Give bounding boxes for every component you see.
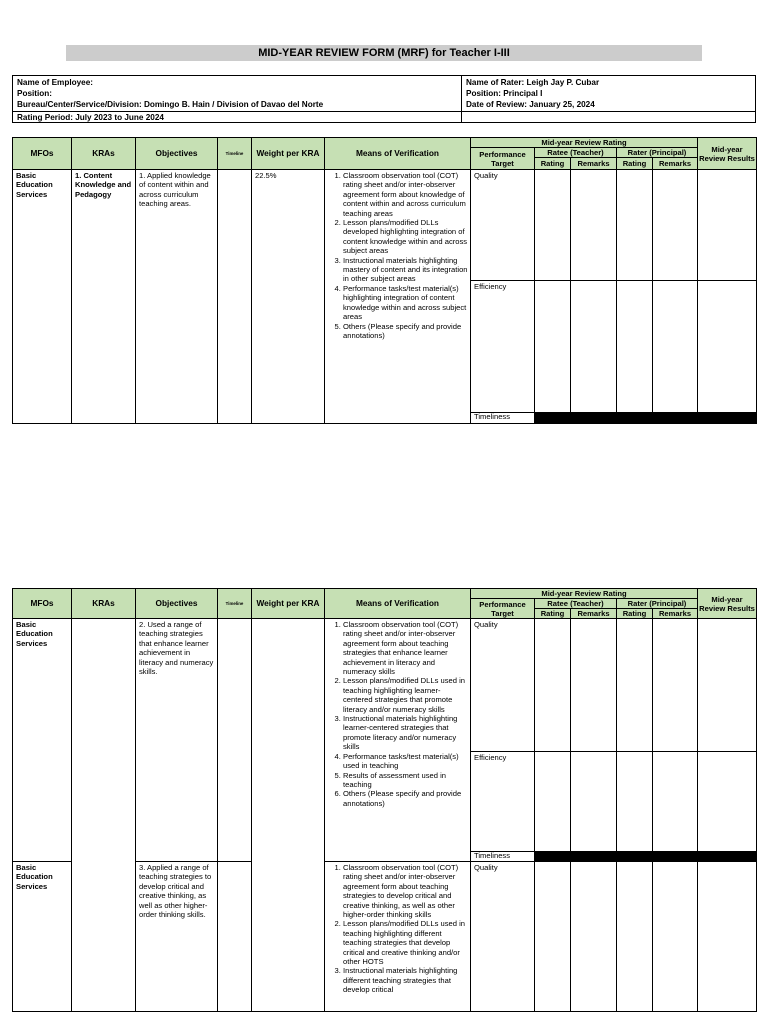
rating-period: Rating Period: July 2023 to June 2024 [13, 111, 755, 124]
header-mov: Means of Verification [325, 138, 471, 170]
mov-item: 2. Lesson plans/modified DLLs used in teaching highlighting different teaching strategies that develop critical and creative thinking and/or other HOTS [343, 919, 468, 966]
remarks-input[interactable] [653, 862, 698, 1012]
review-table-1 [12, 137, 757, 424]
header-ratee-rating: Rating [535, 158, 571, 170]
kra-cell: 1. Content Knowledge and Pedagogy [72, 170, 136, 424]
employee-info-block [12, 75, 756, 123]
mov-item: 4. Performance tasks/test material(s) used in teaching [343, 752, 468, 771]
remarks-input[interactable] [571, 281, 617, 413]
remarks-input[interactable] [571, 752, 617, 852]
header-rater: Rater (Principal) [617, 599, 698, 609]
remarks-input[interactable] [571, 170, 617, 281]
header-weight: Weight per KRA [252, 589, 325, 619]
results-input[interactable] [698, 862, 757, 1012]
rating-input[interactable] [617, 752, 653, 852]
header-rater: Rater (Principal) [617, 148, 698, 158]
header-review-rating: Mid-year Review Rating [471, 138, 698, 148]
target-efficiency: Efficiency [471, 752, 535, 852]
mov-list [325, 170, 470, 340]
mov-cell [325, 170, 471, 424]
header-ratee-rating: Rating [535, 609, 571, 619]
header-mfos: MFOs [13, 589, 72, 619]
remarks-input[interactable] [653, 281, 698, 413]
header-ratee-remarks: Remarks [571, 609, 617, 619]
rating-input[interactable] [535, 862, 571, 1012]
results-input[interactable] [698, 752, 757, 852]
rating-input[interactable] [535, 281, 571, 413]
kra-cell [72, 619, 136, 1012]
target-efficiency: Efficiency [471, 281, 535, 413]
rater-position: Position: Principal I [466, 89, 543, 98]
target-quality: Quality [471, 862, 535, 1012]
header-rater-rating: Rating [617, 609, 653, 619]
objective-cell: 2. Used a range of teaching strategies that enhance learner achievement in literacy and numeracy skills. [136, 619, 218, 862]
mov-item: 1. Classroom observation tool (COT) rating sheet and/or inter-observer agreement form about knowledge of content within and across curriculum teaching areas [343, 171, 468, 218]
header-mfos: MFOs [13, 138, 72, 170]
target-quality: Quality [471, 170, 535, 281]
weight-cell [252, 619, 325, 1012]
header-timeline: Timeline [218, 138, 252, 170]
header-timeline: Timeline [218, 589, 252, 619]
mov-item: 3. Instructional materials highlighting mastery of content and its integration in other subject areas [343, 256, 468, 284]
rating-input[interactable] [617, 170, 653, 281]
target-quality: Quality [471, 619, 535, 752]
timeline-cell [218, 170, 252, 424]
mfo-cell: Basic Education Services [13, 170, 72, 424]
header-rater-remarks: Remarks [653, 158, 698, 170]
objective-cell: 3. Applied a range of teaching strategies to develop critical and creative thinking, as well as other higher-order thinking skills. [136, 862, 218, 1012]
header-ratee: Ratee (Teacher) [535, 148, 617, 158]
mov-item: 3. Instructional materials highlighting different teaching strategies that develop critical [343, 966, 468, 994]
target-timeliness: Timeliness [471, 852, 535, 862]
header-perf-target: Performance Target [471, 148, 535, 170]
timeline-cell [218, 862, 252, 1012]
results-input[interactable] [698, 170, 757, 281]
rating-input[interactable] [535, 619, 571, 752]
results-input[interactable] [698, 619, 757, 752]
review-table-2 [12, 588, 757, 1012]
remarks-input[interactable] [571, 619, 617, 752]
mov-list [325, 619, 470, 808]
rating-input[interactable] [617, 619, 653, 752]
form-title: MID-YEAR REVIEW FORM (MRF) for Teacher I-III [66, 45, 702, 61]
timeliness-blackout [535, 852, 757, 862]
remarks-input[interactable] [653, 619, 698, 752]
mov-cell [325, 619, 471, 862]
bureau-line: Bureau/Center/Service/Division: Domingo B. Hain / Division of Davao del Norte [17, 100, 324, 109]
header-objectives: Objectives [136, 589, 218, 619]
header-review-rating: Mid-year Review Rating [471, 589, 698, 599]
mov-item: 1. Classroom observation tool (COT) rating sheet and/or inter-observer agreement form about teaching strategies that enhance learner achievement in literacy and numeracy skills [343, 620, 468, 676]
header-results: Mid-year Review Results [698, 589, 757, 619]
header-kras: KRAs [72, 589, 136, 619]
rating-input[interactable] [617, 281, 653, 413]
mov-item: 5. Others (Please specify and provide annotations) [343, 322, 468, 341]
mov-cell [325, 862, 471, 1012]
employee-name-label: Name of Employee: [17, 78, 93, 87]
mov-item: 5. Results of assessment used in teaching [343, 771, 468, 790]
remarks-input[interactable] [653, 752, 698, 852]
mov-item: 6. Others (Please specify and provide annotations) [343, 789, 468, 808]
mov-item: 4. Performance tasks/test material(s) highlighting integration of content knowledge within and across subject areas [343, 284, 468, 322]
header-weight: Weight per KRA [252, 138, 325, 170]
rater-name: Name of Rater: Leigh Jay P. Cubar [466, 78, 600, 87]
rating-input[interactable] [535, 752, 571, 852]
timeline-cell [218, 619, 252, 862]
mov-item: 2. Lesson plans/modified DLLs developed highlighting integration of content knowledge within and across subject areas [343, 218, 468, 256]
remarks-input[interactable] [653, 170, 698, 281]
timeliness-blackout [535, 413, 757, 424]
header-ratee: Ratee (Teacher) [535, 599, 617, 609]
employee-position-label: Position: [17, 89, 53, 98]
target-timeliness: Timeliness [471, 413, 535, 424]
header-perf-target: Performance Target [471, 599, 535, 619]
weight-cell: 22.5% [252, 170, 325, 424]
remarks-input[interactable] [571, 862, 617, 1012]
mov-item: 1. Classroom observation tool (COT) rating sheet and/or inter-observer agreement form about teaching strategies to develop critical and creative thinking, as well as other higher-order thinking skills [343, 863, 468, 919]
mfo-cell: Basic Education Services [13, 862, 72, 1012]
results-input[interactable] [698, 281, 757, 413]
mov-list [325, 862, 470, 995]
header-rater-remarks: Remarks [653, 609, 698, 619]
mfo-cell: Basic Education Services [13, 619, 72, 862]
mov-item: 2. Lesson plans/modified DLLs used in teaching highlighting learner-centered strategies that promote literacy and/or numeracy skills [343, 676, 468, 714]
header-mov: Means of Verification [325, 589, 471, 619]
header-ratee-remarks: Remarks [571, 158, 617, 170]
rating-input[interactable] [617, 862, 653, 1012]
header-rater-rating: Rating [617, 158, 653, 170]
review-date: Date of Review: January 25, 2024 [466, 100, 595, 109]
rating-input[interactable] [535, 170, 571, 281]
header-results: Mid-year Review Results [698, 138, 757, 170]
header-kras: KRAs [72, 138, 136, 170]
mov-item: 3. Instructional materials highlighting learner-centered strategies that promote literacy and/or numeracy skills [343, 714, 468, 752]
objective-cell: 1. Applied knowledge of content within and across curriculum teaching areas. [136, 170, 218, 424]
header-objectives: Objectives [136, 138, 218, 170]
